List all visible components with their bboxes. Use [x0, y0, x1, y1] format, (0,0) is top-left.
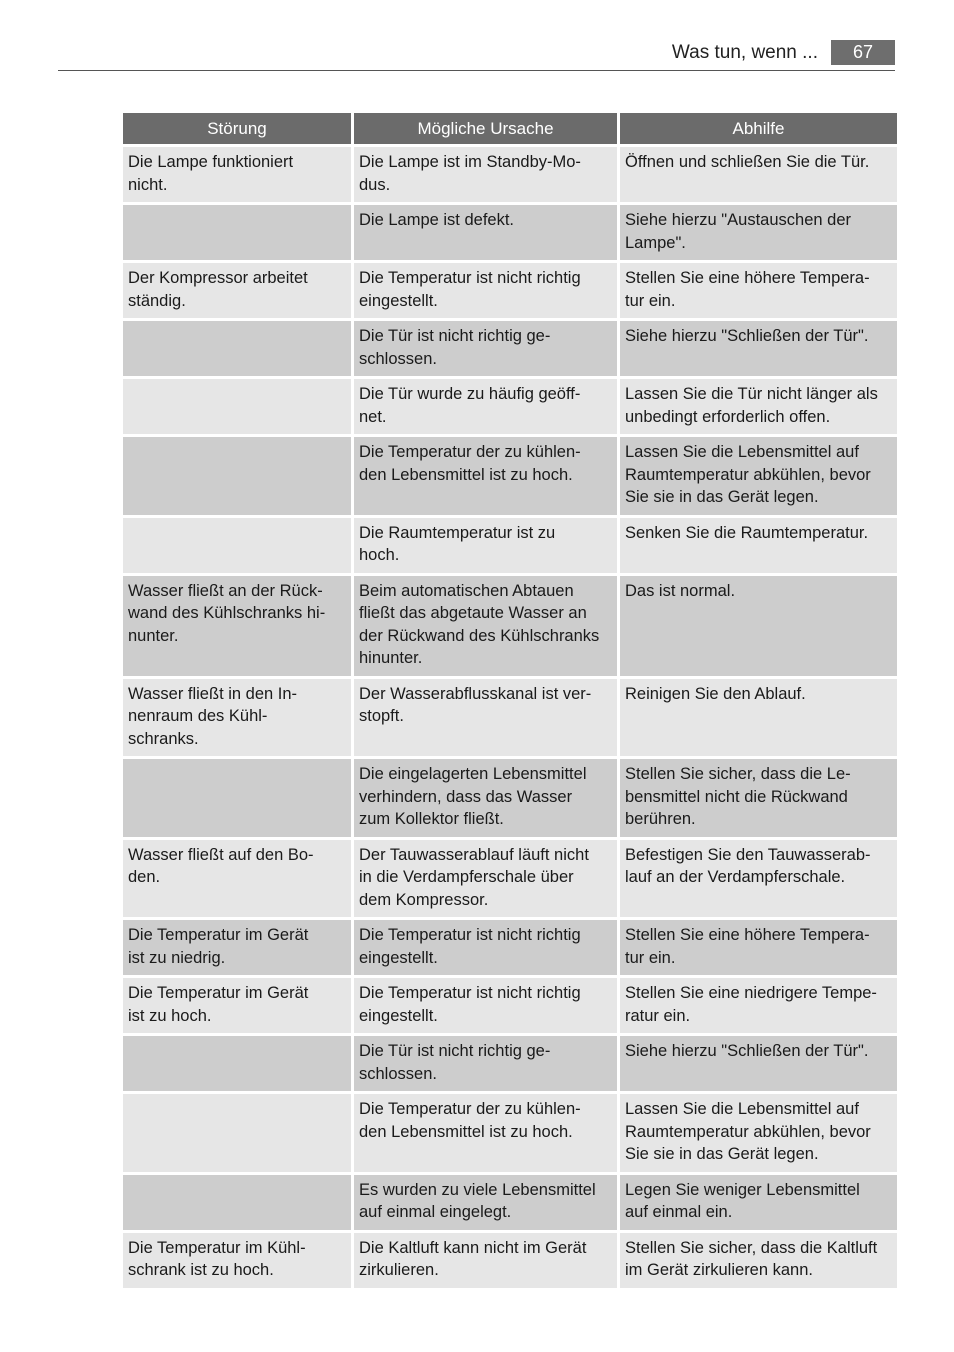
table-row [123, 321, 897, 376]
remedy-cell: Stellen Sie eine höhere Tempera- tur ein. [620, 263, 897, 318]
problem-cell: Die Temperatur im Gerät ist zu niedrig. [123, 920, 351, 975]
remedy-cell: Legen Sie weniger Lebensmittel auf einmal ein. [620, 1175, 897, 1230]
table-row [123, 1094, 897, 1172]
remedy-cell: Stellen Sie sicher, dass die Kaltluft im Gerät zirkulieren kann. [620, 1233, 897, 1288]
problem-cell [123, 759, 351, 837]
table-header-row [123, 113, 897, 144]
table-row [123, 518, 897, 573]
problem-cell [123, 1175, 351, 1230]
cause-cell: Die Temperatur der zu kühlen- den Lebensmittel ist zu hoch. [354, 1094, 617, 1172]
problem-cell [123, 1036, 351, 1091]
problem-cell [123, 518, 351, 573]
cause-cell: Der Wasserabflusskanal ist ver- stopft. [354, 679, 617, 757]
cause-cell: Beim automatischen Abtauen fließt das abgetaute Wasser an der Rückwand des Kühlschranks hinunter. [354, 576, 617, 676]
cause-cell: Die Tür ist nicht richtig ge- schlossen. [354, 321, 617, 376]
cause-cell: Die Kaltluft kann nicht im Gerät zirkulieren. [354, 1233, 617, 1288]
problem-cell [123, 379, 351, 434]
cause-cell: Die Temperatur der zu kühlen- den Lebensmittel ist zu hoch. [354, 437, 617, 515]
remedy-cell: Das ist normal. [620, 576, 897, 676]
cause-cell: Die Temperatur ist nicht richtig eingestellt. [354, 978, 617, 1033]
cause-cell: Die Raumtemperatur ist zu hoch. [354, 518, 617, 573]
table-row [123, 840, 897, 918]
problem-cell: Die Temperatur im Gerät ist zu hoch. [123, 978, 351, 1033]
column-header-problem: Störung [123, 113, 351, 144]
cause-cell: Es wurden zu viele Lebensmittel auf einmal eingelegt. [354, 1175, 617, 1230]
remedy-cell: Stellen Sie eine höhere Tempera- tur ein. [620, 920, 897, 975]
table-row [123, 920, 897, 975]
problem-cell [123, 1094, 351, 1172]
problem-cell: Die Temperatur im Kühl- schrank ist zu hoch. [123, 1233, 351, 1288]
problem-cell: Wasser fließt in den In- nenraum des Kühl- schranks. [123, 679, 351, 757]
cause-cell: Die eingelagerten Lebensmittel verhindern, dass das Wasser zum Kollektor fließt. [354, 759, 617, 837]
table-row [123, 147, 897, 202]
table-row [123, 205, 897, 260]
cause-cell: Die Tür wurde zu häufig geöff- net. [354, 379, 617, 434]
cause-cell: Die Tür ist nicht richtig ge- schlossen. [354, 1036, 617, 1091]
problem-cell [123, 437, 351, 515]
remedy-cell: Befestigen Sie den Tauwasserab- lauf an der Verdampferschale. [620, 840, 897, 918]
column-header-cause: Mögliche Ursache [354, 113, 617, 144]
troubleshooting-table [120, 110, 900, 1291]
remedy-cell: Senken Sie die Raumtemperatur. [620, 518, 897, 573]
problem-cell: Der Kompressor arbeitet ständig. [123, 263, 351, 318]
problem-cell: Die Lampe funktioniert nicht. [123, 147, 351, 202]
remedy-cell: Siehe hierzu "Schließen der Tür". [620, 1036, 897, 1091]
cause-cell: Die Temperatur ist nicht richtig eingestellt. [354, 263, 617, 318]
cause-cell: Die Temperatur ist nicht richtig eingestellt. [354, 920, 617, 975]
table-row [123, 1175, 897, 1230]
remedy-cell: Lassen Sie die Lebensmittel auf Raumtemperatur abkühlen, bevor Sie sie in das Gerät legen. [620, 437, 897, 515]
table-row [123, 1233, 897, 1288]
table-row [123, 379, 897, 434]
remedy-cell: Siehe hierzu "Austauschen der Lampe". [620, 205, 897, 260]
table-row [123, 679, 897, 757]
table-row [123, 437, 897, 515]
page-header-title: Was tun, wenn ... [671, 42, 818, 63]
remedy-cell: Stellen Sie eine niedrigere Tempe- ratur ein. [620, 978, 897, 1033]
cause-cell: Die Lampe ist defekt. [354, 205, 617, 260]
problem-cell: Wasser fließt an der Rück- wand des Kühlschranks hi- nunter. [123, 576, 351, 676]
page-number-badge: 67 [831, 40, 895, 65]
problem-cell [123, 321, 351, 376]
problem-cell: Wasser fließt auf den Bo- den. [123, 840, 351, 918]
table-row [123, 263, 897, 318]
header-divider [58, 70, 895, 71]
table-row [123, 978, 897, 1033]
remedy-cell: Öffnen und schließen Sie die Tür. [620, 147, 897, 202]
remedy-cell: Reinigen Sie den Ablauf. [620, 679, 897, 757]
table-row [123, 1036, 897, 1091]
table-row [123, 759, 897, 837]
column-header-remedy: Abhilfe [620, 113, 897, 144]
cause-cell: Der Tauwasserablauf läuft nicht in die Verdampferschale über dem Kompressor. [354, 840, 617, 918]
remedy-cell: Lassen Sie die Tür nicht länger als unbedingt erforderlich offen. [620, 379, 897, 434]
remedy-cell: Lassen Sie die Lebensmittel auf Raumtemperatur abkühlen, bevor Sie sie in das Gerät legen. [620, 1094, 897, 1172]
cause-cell: Die Lampe ist im Standby-Mo- dus. [354, 147, 617, 202]
problem-cell [123, 205, 351, 260]
remedy-cell: Siehe hierzu "Schließen der Tür". [620, 321, 897, 376]
remedy-cell: Stellen Sie sicher, dass die Le- bensmittel nicht die Rückwand berühren. [620, 759, 897, 837]
table-row [123, 576, 897, 676]
